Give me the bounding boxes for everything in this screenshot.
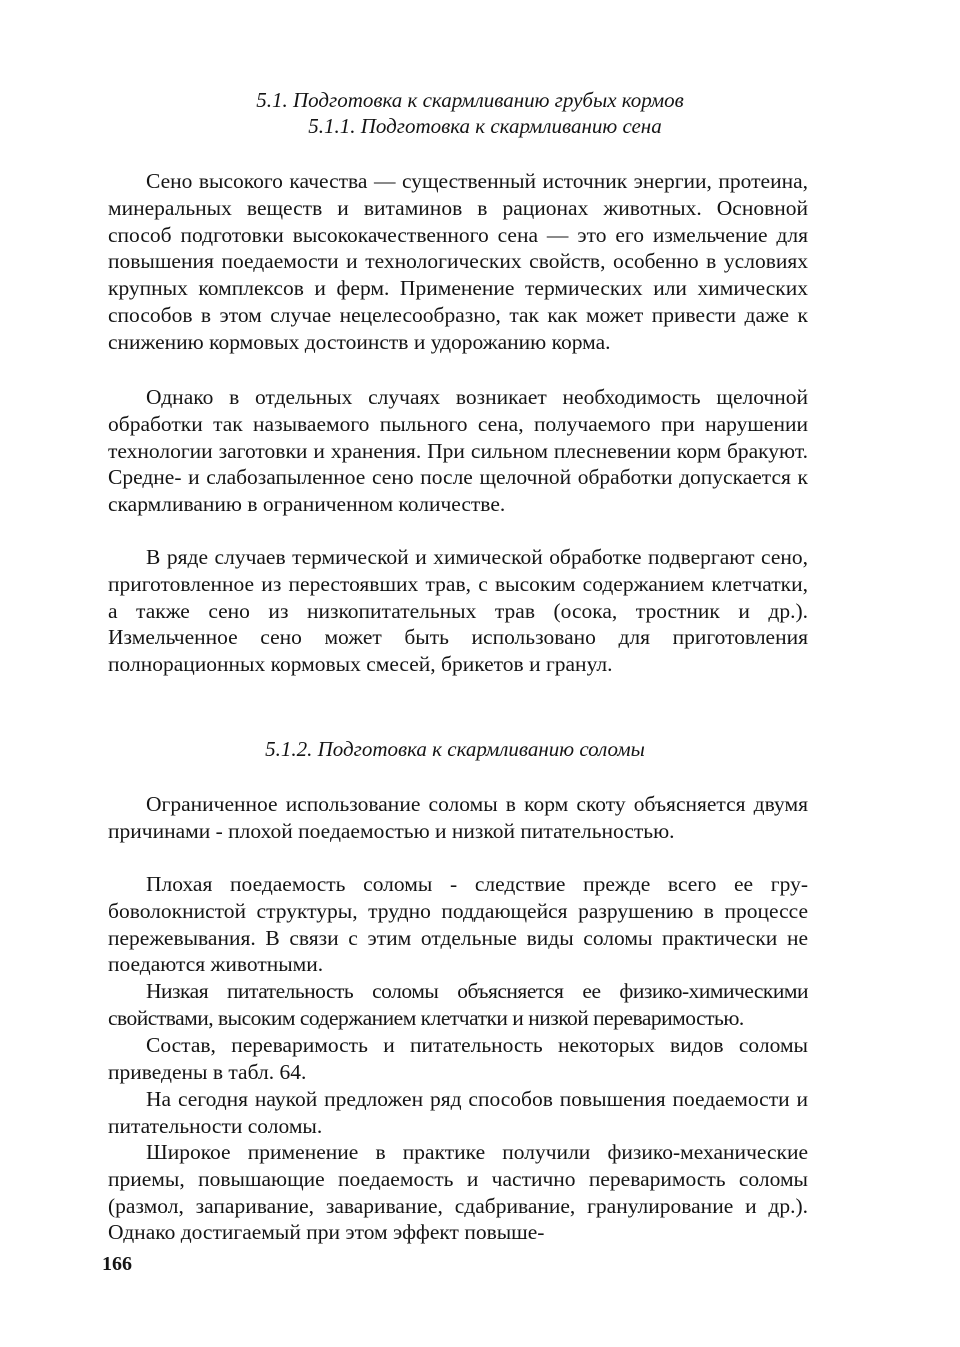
subsection-heading-straw: 5.1.2. Подготовка к скармливанию соломы bbox=[265, 737, 645, 761]
page-number: 166 bbox=[102, 1253, 132, 1275]
paragraph-straw-limited-use: Ограниченное использование соломы в корм скоту объясняется двумя причинами - плохой поедаемостью и низкой питательностью. bbox=[108, 792, 808, 843]
section-heading: 5.1. Подготовка к скармливанию грубых кормов bbox=[256, 88, 684, 112]
paragraph-poor-palatability: Плохая поедаемость соломы - следствие прежде всего ее грубоволокнистой структуры, трудно поддающейся разрушению в процессе пережевывания. В связи с этим отдельные виды соломы практически не поедаются животными. bbox=[108, 872, 808, 977]
paragraph-low-nutrition: Низкая питательность соломы объясняется ее физико-химическими свойствами, высоким содержанием клетчатки и низкой переваримостью. bbox=[108, 979, 808, 1030]
subsection-heading-hay: 5.1.1. Подготовка к скармливанию сена bbox=[308, 114, 662, 138]
paragraph-thermal-treatment: В ряде случаев термической и химической обработке подвергают сено, приготовленное из перестоявших трав, с высоким содержанием клетчатки, а также сено из низкопитательных трав (осока, тростник и др.). Измельченное сено может быть использовано для приготовления полнорационных кормовых смесей, брикетов и гранул. bbox=[108, 545, 808, 677]
paragraph-improvement-methods: На сегодня наукой предложен ряд способов повышения поедаемости и питательности соломы. bbox=[108, 1087, 808, 1138]
paragraph-hay-quality: Сено высокого качества — существенный источник энергии, протеина, минеральных веществ и витаминов в рационах животных. Основной способ подготовки высококачественного сена — это его измельчение для повышения поедаемости и технологических свойств, особенно в условиях крупных комплексов и ферм. Применение термических или химических способов в этом случае нецелесообразно, так как может привести даже к снижению кормовых достоинств и удорожанию корма. bbox=[108, 169, 808, 354]
paragraph-dusty-hay: Однако в отдельных случаях возникает необходимость щелочной обработки так называемого пыльного сена, получаемого при нарушении технологии заготовки и хранения. При сильном плесневении корм бракуют. Средне- и слабозапыленное сено после щелочной обработки допускается к скармливанию в ограниченном количестве. bbox=[108, 385, 808, 517]
paragraph-physical-methods: Широкое применение в практике получили физико-механические приемы, повышающие поедаемость и частично переваримость соломы (размол, запаривание, заваривание, сдабривание, гранулирование и др.). Однако достигаемый при этом эффект повыше- bbox=[108, 1140, 808, 1245]
paragraph-table-reference: Состав, переваримость и питательность некоторых видов соломы приведены в табл. 64. bbox=[108, 1033, 808, 1084]
